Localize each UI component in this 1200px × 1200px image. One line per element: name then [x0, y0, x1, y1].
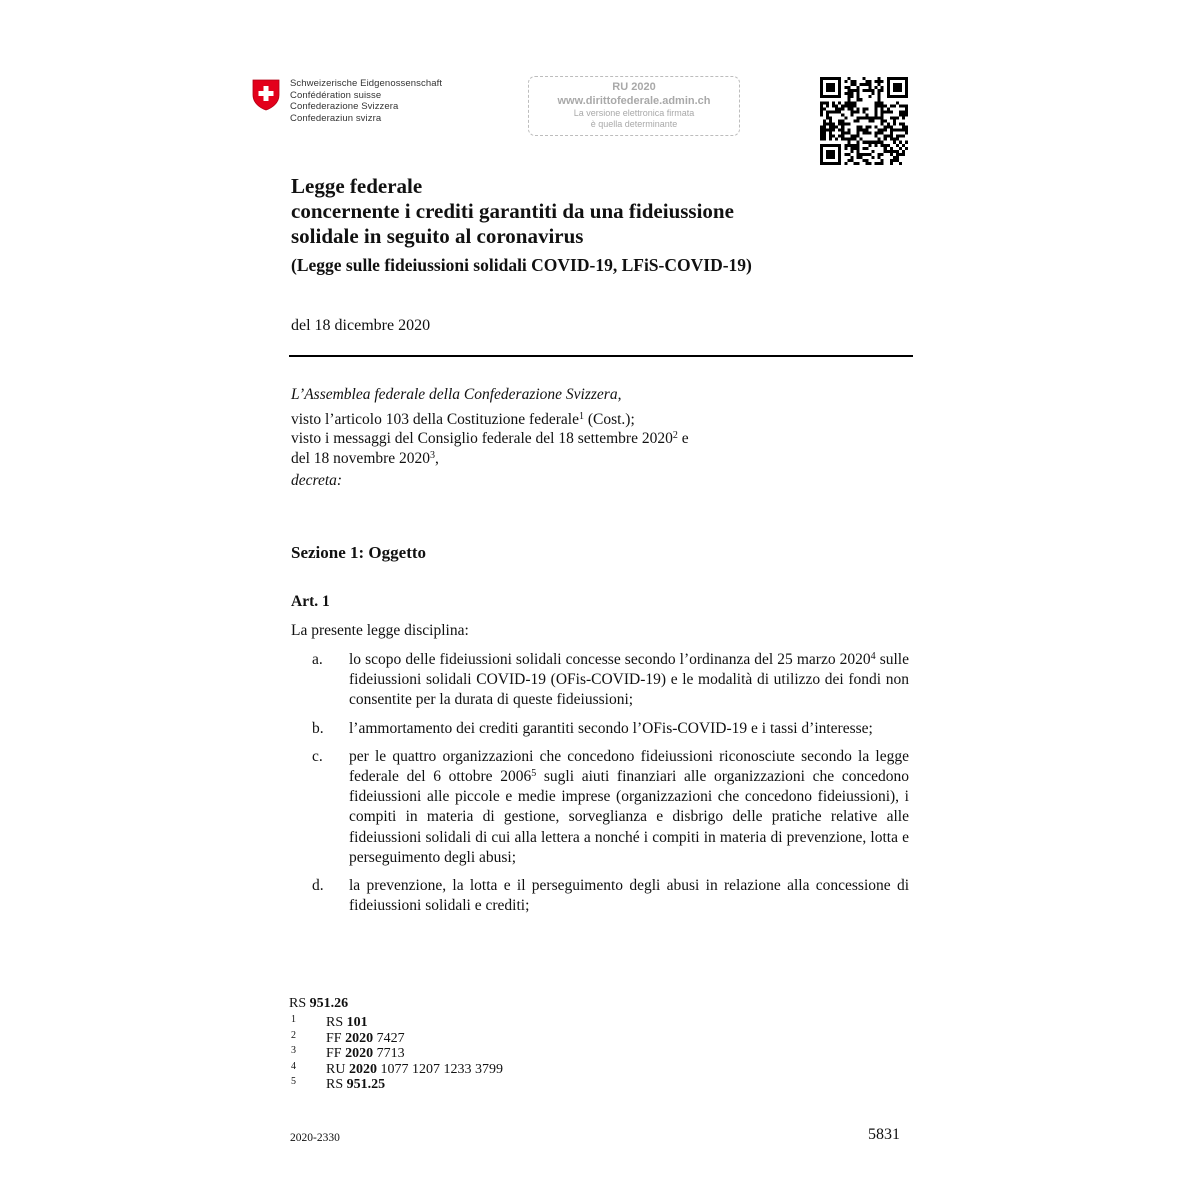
article-items	[291, 650, 909, 924]
footnote-ref-4[interactable]: 4	[870, 651, 876, 662]
law-date: del 18 dicembre 2020	[291, 317, 431, 334]
article-item-d: d. la prevenzione, la lotta e il perseguimento degli abusi in relazione alla concessione di fideiussioni solidali e crediti;	[312, 877, 909, 915]
institution-name	[290, 78, 442, 124]
law-abbreviation: (Legge sulle fideiussioni solidali COVID-19, LFiS-COVID-19)	[291, 255, 752, 275]
stamp-note-1: La versione elettronica firmata	[573, 108, 695, 118]
institution-line-fr: Confédération suisse	[290, 89, 382, 101]
preamble	[291, 385, 911, 491]
qr-code-icon	[820, 77, 908, 165]
article-heading: Art. 1	[291, 593, 330, 610]
swiss-cross-shield-icon	[252, 79, 280, 111]
stamp-note-2: è quella determinante	[590, 118, 678, 129]
footnote-ref-1[interactable]: 1	[578, 410, 584, 422]
title-line-1: Legge federale	[291, 174, 423, 198]
institution-line-de: Schweizerische Eidgenossenschaft	[290, 78, 443, 89]
institution-line-it: Confederazione Svizzera	[290, 101, 399, 113]
official-publication-stamp	[528, 76, 740, 136]
footnote: 5 RS 951.25	[291, 1076, 386, 1092]
footnotes	[289, 1015, 503, 1093]
preamble-line-1: visto l’articolo 103 della Costituzione federale$^1$ (Cost.);	[291, 410, 635, 428]
footnote-ref-3[interactable]: 3	[430, 449, 436, 461]
stamp-collection: RU 2020	[612, 81, 656, 93]
preamble-assembly: L’Assemblea federale della Confederazione Svizzera,	[291, 386, 622, 403]
article-item-a: a. lo scopo delle fideiussioni solidali concesse secondo l’ordinanza del 25 marzo 2020$^4$ sulle fideiussioni solidali COVID-19 (OFis-COVID-19) e le modalità di utilizzo dei fondi non consentite per la durata di queste fideiussioni;	[312, 651, 909, 709]
footnote-ref-5[interactable]: 5	[531, 768, 537, 780]
footnote: 3 FF 2020 7713	[291, 1045, 405, 1061]
item-letter: d.	[312, 877, 324, 895]
article-item-b: b. l’ammortamento dei crediti garantiti secondo l’OFis-COVID-19 e i tassi d’interesse;	[291, 719, 909, 739]
title-line-2: concernente i crediti garantiti da una fideiussione	[291, 199, 734, 223]
footnote: 1 RS 101	[291, 1014, 368, 1030]
footnote: 4 RU 2020 1077 1207 1233 3799	[291, 1060, 503, 1077]
law-title	[291, 174, 911, 249]
preamble-line-3: del 18 novembre 2020$^3$,	[291, 449, 439, 467]
footnote-ref-2[interactable]: 2	[672, 430, 678, 441]
item-letter: c.	[312, 747, 323, 765]
article-intro: La presente legge disciplina:	[291, 622, 469, 639]
item-letter: b.	[312, 719, 324, 737]
institution-line-rm: Confederaziun svizra	[290, 112, 382, 124]
preamble-decreta: decreta:	[291, 472, 343, 489]
page-number: 5831	[868, 1126, 900, 1143]
footnote: 2 FF 2020 7427	[291, 1029, 405, 1046]
title-divider	[289, 355, 913, 357]
preamble-line-2: visto i messaggi del Consiglio federale del 18 settembre 2020$^2$ e	[291, 430, 689, 447]
article-item-c: c. per le quattro organizzazioni che concedono fideiussioni riconosciute secondo la legge federale del 6 ottobre 2006$^5$ sugli aiuti finanziari alle organizzazioni che concedono fideiussioni alle piccole e medie imprese (organizzazioni che concedono fideiussioni), i compiti in materia di gestione, sorveglianza e disbrigo delle pratiche relative alle fideiussioni solidali di cui alla lettera a nonché i compiti in materia di prevenzione, lotta e perseguimento degli abusi;	[312, 747, 909, 866]
stamp-website[interactable]: www.dirittofederale.admin.ch	[557, 95, 711, 107]
section-heading: Sezione 1: Oggetto	[291, 543, 427, 562]
title-line-3: solidale in seguito al coronavirus	[291, 224, 584, 248]
classified-compilation-number: RS 951.26	[289, 996, 349, 1011]
item-letter: a.	[312, 651, 323, 668]
document-number: 2020-2330	[290, 1132, 340, 1144]
